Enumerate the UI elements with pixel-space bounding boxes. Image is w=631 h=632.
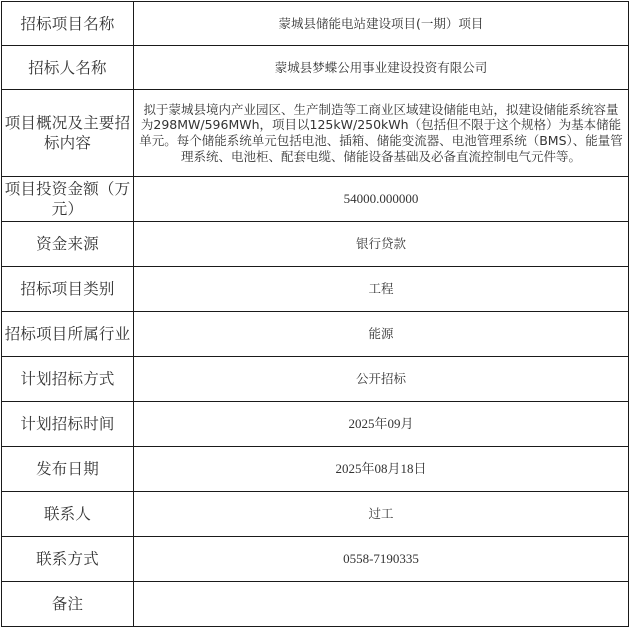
label-project-category: 招标项目类别 xyxy=(2,267,134,312)
value-project-overview: 拟于蒙城县境内产业园区、生产制造等工商业区域建设储能电站，拟建设储能系统容量为298MW/596MWh，项目以125kW/250kWh（包括但不限于这个规格）为基本储能单元。每个储能系统单元包括电池、插箱、储能变流器、电池管理系统（BMS）、能量管理系统、电池柜、配套电缆、储能设备基础及必备直流控制电气元件等。 xyxy=(134,90,629,177)
value-tender-time: 2025年09月 xyxy=(134,402,629,447)
table-row-project-overview xyxy=(2,90,629,177)
value-funding-source: 银行贷款 xyxy=(134,222,629,267)
value-tenderer: 蒙城县梦蝶公用事业建设投资有限公司 xyxy=(134,46,629,90)
label-industry: 招标项目所属行业 xyxy=(2,312,134,357)
label-tender-time: 计划招标时间 xyxy=(2,402,134,447)
tender-info-table xyxy=(1,1,629,627)
label-contact-info: 联系方式 xyxy=(2,537,134,582)
label-project-overview: 项目概况及主要招标内容 xyxy=(2,90,134,177)
value-tender-method: 公开招标 xyxy=(134,357,629,402)
table-row-project-category xyxy=(2,267,629,312)
value-contact-person: 过工 xyxy=(134,492,629,537)
label-contact-person: 联系人 xyxy=(2,492,134,537)
label-tender-method: 计划招标方式 xyxy=(2,357,134,402)
value-investment-amount: 54000.000000 xyxy=(134,177,629,222)
table-row-remarks xyxy=(2,582,629,627)
value-industry: 能源 xyxy=(134,312,629,357)
value-project-category: 工程 xyxy=(134,267,629,312)
value-publish-date: 2025年08月18日 xyxy=(134,447,629,492)
label-funding-source: 资金来源 xyxy=(2,222,134,267)
table-row-funding-source xyxy=(2,222,629,267)
table-row-industry xyxy=(2,312,629,357)
label-project-name: 招标项目名称 xyxy=(2,2,134,46)
table-row-tenderer xyxy=(2,46,629,90)
table-row-contact-info xyxy=(2,537,629,582)
label-investment-amount: 项目投资金额（万元） xyxy=(2,177,134,222)
table-row-investment-amount xyxy=(2,177,629,222)
table-row-publish-date xyxy=(2,447,629,492)
label-publish-date: 发布日期 xyxy=(2,447,134,492)
value-remarks xyxy=(134,582,629,627)
label-remarks: 备注 xyxy=(2,582,134,627)
table-row-tender-time xyxy=(2,402,629,447)
table-row-contact-person xyxy=(2,492,629,537)
value-project-name: 蒙城县储能电站建设项目(一期）项目 xyxy=(134,2,629,46)
value-contact-info: 0558-7190335 xyxy=(134,537,629,582)
table-row-tender-method xyxy=(2,357,629,402)
table-row-project-name xyxy=(2,2,629,46)
label-tenderer: 招标人名称 xyxy=(2,46,134,90)
